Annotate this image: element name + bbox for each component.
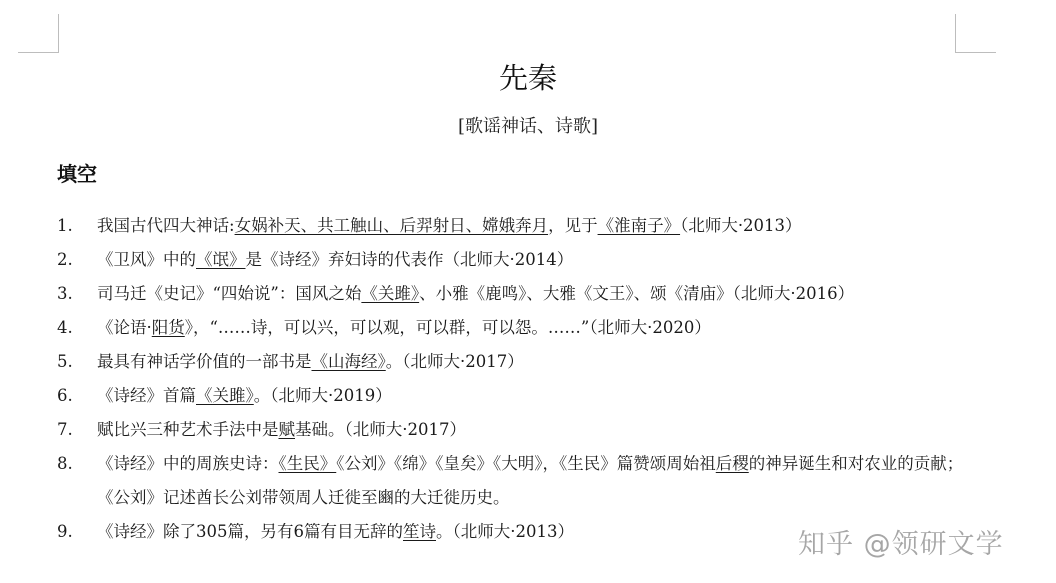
- question-text: （北师大·2013）: [680, 216, 802, 235]
- question-text: 《论语·: [97, 318, 152, 337]
- answer-text: 女娲补天、共工触山、后羿射日、嫦娥奔月: [234, 216, 549, 235]
- question-text: 的神异诞生和对农业的贡献；《公刘》记述酋长公刘带领周人迁徙至豳的大迁徙历史。: [97, 454, 964, 507]
- list-item: [57, 413, 967, 447]
- list-item: [57, 209, 967, 243]
- question-text: 《卫风》中的: [97, 250, 196, 269]
- list-item: [57, 311, 967, 345]
- answer-text: 赋: [278, 420, 295, 439]
- list-item-number: 5.: [57, 352, 73, 371]
- answer-text: 后稷: [715, 454, 749, 473]
- question-text: 基础。（北师大·2017）: [295, 420, 466, 439]
- question-text: 《诗经》首篇: [97, 386, 196, 405]
- list-item-number: 1.: [57, 216, 73, 235]
- answer-text: 《氓》: [196, 250, 246, 269]
- page-corner-mark-left: [18, 14, 59, 53]
- list-item-number: 9.: [57, 522, 73, 541]
- question-text: 。（北师大·2019）: [253, 386, 392, 405]
- list-item: [57, 379, 967, 413]
- question-text: 。（北师大·2017）: [385, 352, 524, 371]
- list-item: [57, 277, 967, 311]
- list-item-number: 8.: [57, 454, 73, 473]
- question-text: 赋比兴三种艺术手法中是: [97, 420, 279, 439]
- question-text: 司马迁《史记》“四始说”：国风之始: [97, 284, 362, 303]
- page-subtitle: [歌谣神话、诗歌]: [457, 116, 599, 137]
- question-text: 。（北师大·2013）: [436, 522, 574, 541]
- question-text: 是《诗经》弃妇诗的代表作（北师大·2014）: [245, 250, 574, 269]
- list-item: [57, 243, 967, 277]
- list-item-number: 6.: [57, 386, 73, 405]
- answer-text: 阳货: [151, 318, 185, 337]
- question-text: 《公刘》《绵》《皇矣》《大明》，《生民》篇赞颂周始祖: [336, 454, 716, 473]
- question-text: 我国古代四大神话:: [97, 216, 235, 235]
- question-text: 》，“……诗，可以兴，可以观，可以群，可以怨。……”（北师大·2020）: [184, 318, 711, 337]
- answer-text: 笙诗: [403, 522, 436, 541]
- list-item-number: 2.: [57, 250, 73, 269]
- page-title: 先秦: [498, 61, 557, 95]
- answer-text: 《山海经》: [311, 352, 386, 371]
- answer-text: 《关雎》: [196, 386, 254, 405]
- answer-text: 《淮南子》: [597, 216, 681, 235]
- question-list: [57, 209, 967, 549]
- question-text: 《诗经》除了305篇，另有6篇有目无辞的: [97, 522, 403, 541]
- answer-text: 《生民》: [278, 454, 337, 473]
- section-heading: 填空: [57, 162, 97, 186]
- list-item-number: 4.: [57, 318, 73, 337]
- question-text: 最具有神话学价值的一部书是: [97, 352, 312, 371]
- page-corner-mark-right: [955, 14, 996, 53]
- list-item: [57, 345, 967, 379]
- list-item: [57, 447, 967, 515]
- question-text: 、小雅《鹿鸣》、大雅《文王》、颂《清庙》（北师大·2016）: [419, 284, 855, 303]
- question-text: ，见于: [548, 216, 598, 235]
- list-item-number: 7.: [57, 420, 73, 439]
- list-item-number: 3.: [57, 284, 73, 303]
- answer-text: 《关雎》: [361, 284, 420, 303]
- question-text: 《诗经》中的周族史诗：: [97, 454, 279, 473]
- zhihu-watermark: 知乎 @领研文学: [798, 529, 1004, 560]
